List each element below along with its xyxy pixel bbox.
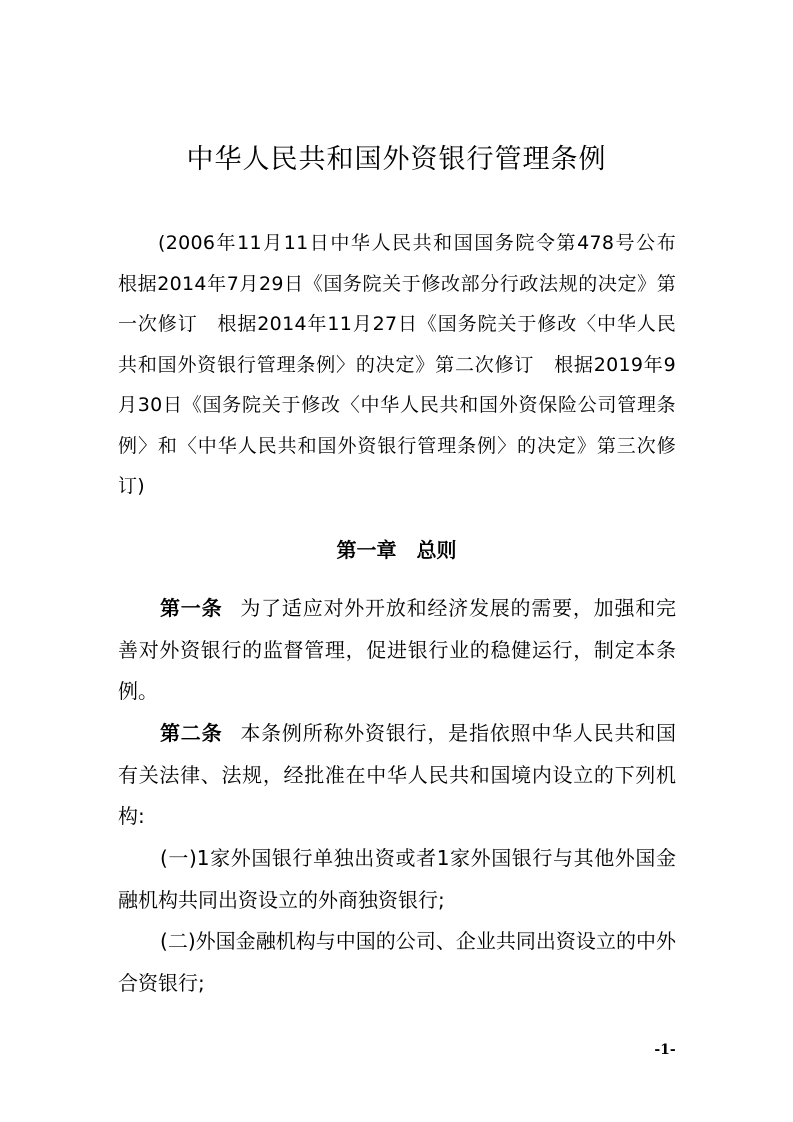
document-title: 中华人民共和国外资银行管理条例 — [186, 144, 607, 175]
article-2-text: 本条例所称外资银行，是指依照中华人民共和国有关法律、法规，经批准在中华人民共和国境内设立的下列机构: — [118, 721, 677, 828]
list-item-2: (二)外国金融机构与中国的公司、企业共同出资设立的中外合资银行; — [118, 929, 676, 995]
preamble-paragraph: (2006年11月11日中华人民共和国国务院令第478号公布 根据2014年7月29日《国务院关于修改部分行政法规的决定》第一次修订 根据2014年11月27日《国务院关于修改〈中华人民共和国外资银行管理条例〉的决定》第二次修订 根据2019年9月30日《国务院关于修改〈中华人民共和国外资保险公司管理条例〉和〈中华人民共和国外资银行管理条例〉的决定》第三次修订) — [118, 232, 696, 497]
list-item-1: (一)1家外国银行单独出资或者1家外国银行与其他外国金融机构共同出资设立的外商独资银行; — [118, 846, 676, 912]
chapter-heading: 第一章 总则 — [336, 538, 457, 562]
article-1 — [118, 588, 676, 713]
article-2-label: 第二条 — [160, 721, 223, 745]
article-1-label: 第一条 — [160, 596, 223, 620]
article-2 — [118, 713, 676, 838]
article-1-text: 为了适应对外开放和经济发展的需要，加强和完善对外资银行的监督管理，促进银行业的稳健运行，制定本条例。 — [118, 596, 677, 703]
page-number: -1- — [654, 1042, 676, 1058]
